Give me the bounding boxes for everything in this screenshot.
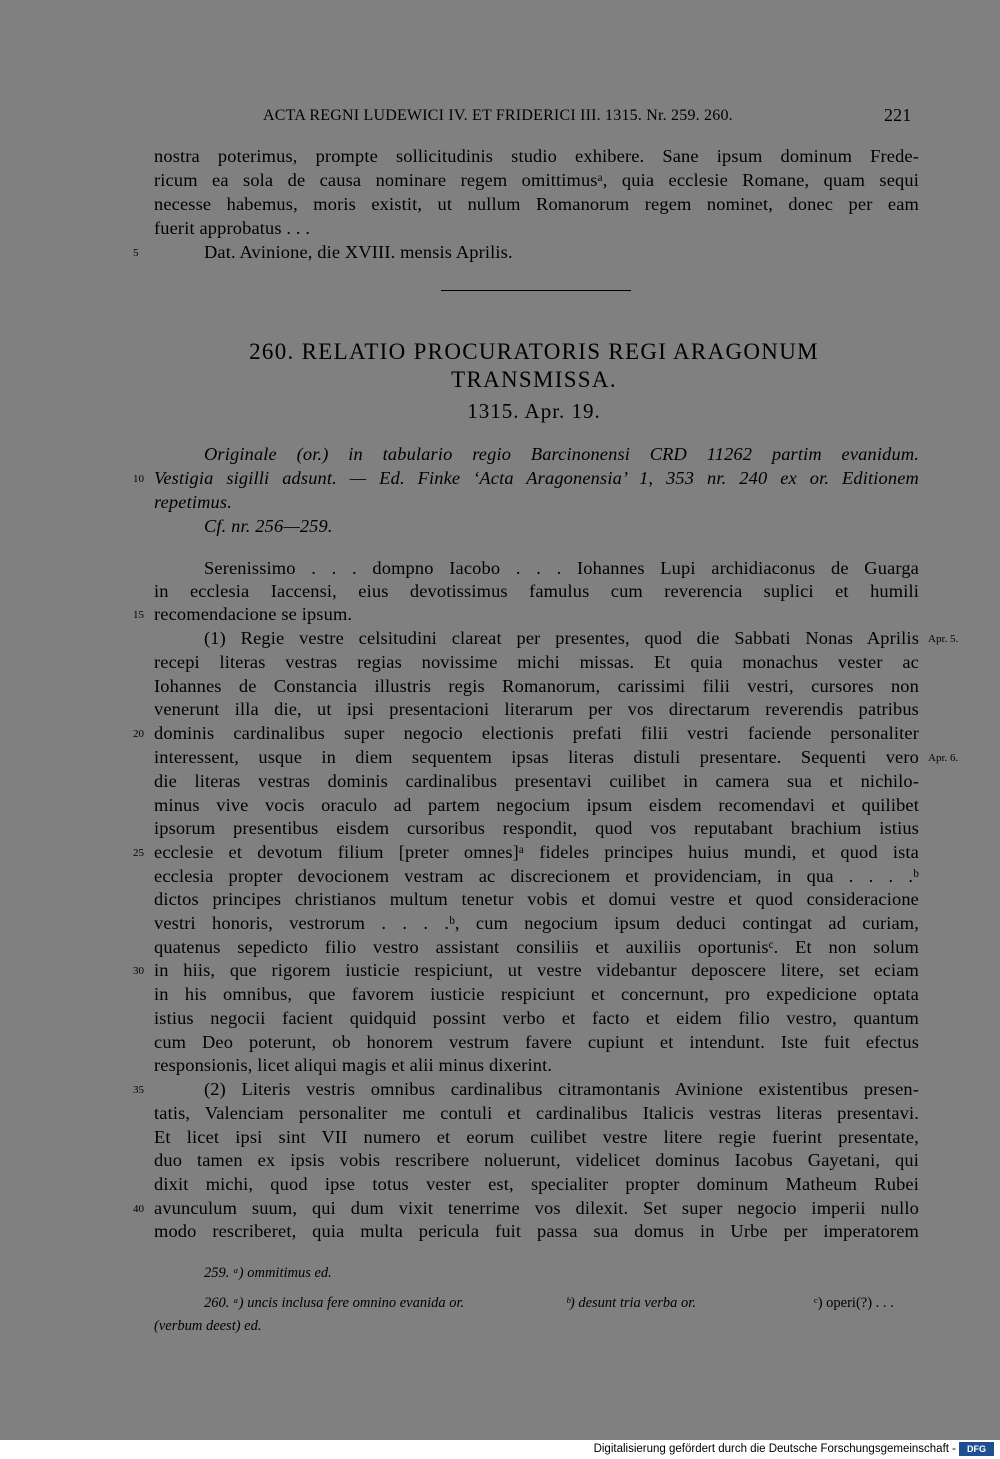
text-line: die literas vestras dominis cardinalibus presentavi cuilibet in camera sua et nichilo-: [154, 771, 919, 791]
text-line: (1) Regie vestre celsitudini clareat per presentes, quod die Sabbati Nonas Aprilis: [204, 628, 919, 648]
footnote-259: 259. ᵃ) ommitimus ed.: [204, 1265, 332, 1281]
footnote-260-continued: (verbum deest) ed.: [154, 1318, 262, 1334]
text-line: in his omnibus, que favorem iusticie respiciunt et concernunt, pro expedicione optata: [154, 984, 919, 1004]
dfg-logo: DFG: [959, 1442, 994, 1456]
line-number: 20: [133, 728, 144, 740]
text-line: modo rescriberet, quia multa pericula fuit passa sua domus in Urbe per imperatorem: [154, 1221, 919, 1241]
document-title-continued: TRANSMISSA.: [451, 367, 617, 392]
line-number: 25: [133, 847, 144, 859]
text-line: ricum ea sola de causa nominare regem omittimusᵃ, quia ecclesie Romane, quam sequi: [154, 170, 919, 190]
running-header: ACTA REGNI LUDEWICI IV. ET FRIDERICI III. 1315. Nr. 259. 260.: [263, 107, 733, 124]
text-line: vestri honoris, vestrorum . . . .ᵇ, cum negocium ipsum deduci contingat ad curiam,: [154, 913, 919, 933]
margin-note: Apr. 6.: [928, 752, 959, 764]
cross-reference: Cf. nr. 256—259.: [204, 516, 333, 536]
section-divider: [441, 290, 631, 291]
text-line: minus vive vocis oraculo ad partem negocium ipsum eisdem recomendavi et quilibet: [154, 795, 919, 815]
text-line: tatis, Valenciam personaliter me contuli et cardinalibus Italicis vestras literas presentavi.: [154, 1103, 919, 1123]
line-number: 40: [133, 1203, 144, 1215]
text-line: (2) Literis vestris omnibus cardinalibus citramontanis Avinione existentibus presen-: [204, 1079, 919, 1099]
line-number: 30: [133, 965, 144, 977]
text-line: dictos principes christianos multum tenetur vobis et domui vestre et quod consideracione: [154, 889, 919, 909]
text-line: dominis cardinalibus super negocio electionis prefati filii vestri faciende personaliter: [154, 723, 919, 743]
line-number: 15: [133, 609, 144, 621]
text-line: Serenissimo . . . dompno Iacobo . . . Iohannes Lupi archidiaconus de Guarga: [204, 558, 919, 578]
line-number: 35: [133, 1084, 144, 1096]
line-number: 5: [133, 247, 139, 259]
text-line: in ecclesia Iaccensi, eius devotissimus famulus cum reverencia suplici et humili: [154, 581, 919, 601]
footer-credit: Digitalisierung gefördert durch die Deutsche Forschungsgemeinschaft -: [593, 1443, 956, 1455]
text-line: ecclesie et devotum filium [preter omnes]ᵃ fideles principes huius mundi, et quod ista: [154, 842, 919, 862]
text-line: responsionis, licet aliqui magis et alii minus dixerint.: [154, 1055, 553, 1075]
text-line: fuerit approbatus . . .: [154, 218, 311, 238]
text-line: recepi literas vestras regias novissime michi missas. Et quia monachus vester ac: [154, 652, 919, 672]
source-line: repetimus.: [154, 492, 232, 512]
text-line: necesse habemus, moris existit, ut nullum Romanorum regem nominet, donec per eam: [154, 194, 919, 214]
text-line: cum Deo poterunt, ob honorem vestrum favere cupiunt et intendunt. Iste fuit efectus: [154, 1032, 919, 1052]
footnote-260-a: 260. ᵃ) uncis inclusa fere omnino evanida or.: [204, 1295, 465, 1311]
text-line: Et licet ipsi sint VII numero et eorum cuilibet vestre litere regie fuerint presentate,: [154, 1127, 919, 1147]
dating-line: Dat. Avinione, die XVIII. mensis Aprilis.: [204, 242, 513, 262]
source-line: Vestigia sigilli adsunt. — Ed. Finke ‘Acta Aragonensia’ 1, 353 nr. 240 ex or. Editionem: [154, 468, 919, 488]
line-number: 10: [133, 473, 144, 485]
document-title: 260. RELATIO PROCURATORIS REGI ARAGONUM: [249, 339, 819, 364]
text-line: duo tamen ex ipsis vobis rescribere noluerunt, videlicet dominus Iacobus Gayetani, qui: [154, 1150, 919, 1170]
text-line: interessent, usque in diem sequentem ipsas literas distuli presentare. Sequenti vero: [154, 747, 919, 767]
text-line: avunculum suum, qui dum vixit tenerrime vos dilexit. Set super negocio imperii nullo: [154, 1198, 919, 1218]
text-line: ipsorum presentibus eisdem cursoribus respondit, quod vos reputabant brachium istius: [154, 818, 919, 838]
source-line: Originale (or.) in tabulario regio Barcinonensi CRD 11262 partim evanidum.: [204, 444, 919, 464]
document-date: 1315. Apr. 19.: [467, 399, 601, 423]
text-line: in hiis, que rigorem iusticie respiciunt, ut vestre videbantur deposcere litere, set eciam: [154, 960, 919, 980]
text-line: nostra poterimus, prompte sollicitudinis studio exhibere. Sane ipsum dominum Frede-: [154, 146, 919, 166]
text-line: istius negocii facient quidquid possint verbo et facto et eidem filio vestro, quantum: [154, 1008, 919, 1028]
digitization-footer: [0, 1440, 1000, 1459]
text-line: recomendacione se ipsum.: [154, 604, 353, 624]
text-line: venerunt illa die, ut ipsi presentacioni literarum per vos directarum reverendis patribus: [154, 699, 919, 719]
text-line: Iohannes de Constancia illustris regis Romanorum, carissimi filii vestri, cursores non: [154, 676, 919, 696]
footnote-260-c: ᶜ) operi(?) . . .: [814, 1295, 894, 1311]
text-line: quatenus sepedicto filio vestro assistant consiliis et auxiliis oportunisᶜ. Et non solum: [154, 937, 919, 957]
text-line: ecclesia propter devocionem vestram ac discrecionem et providenciam, in qua . . . .ᵇ: [154, 866, 919, 886]
text-line: dixit michi, quod ipse totus vester est, specialiter propter dominum Matheum Rubei: [154, 1174, 919, 1194]
page-number: 221: [884, 105, 912, 125]
footnote-260-b: ᵇ) desunt tria verba or.: [566, 1295, 696, 1311]
margin-note: Apr. 5.: [928, 633, 959, 645]
